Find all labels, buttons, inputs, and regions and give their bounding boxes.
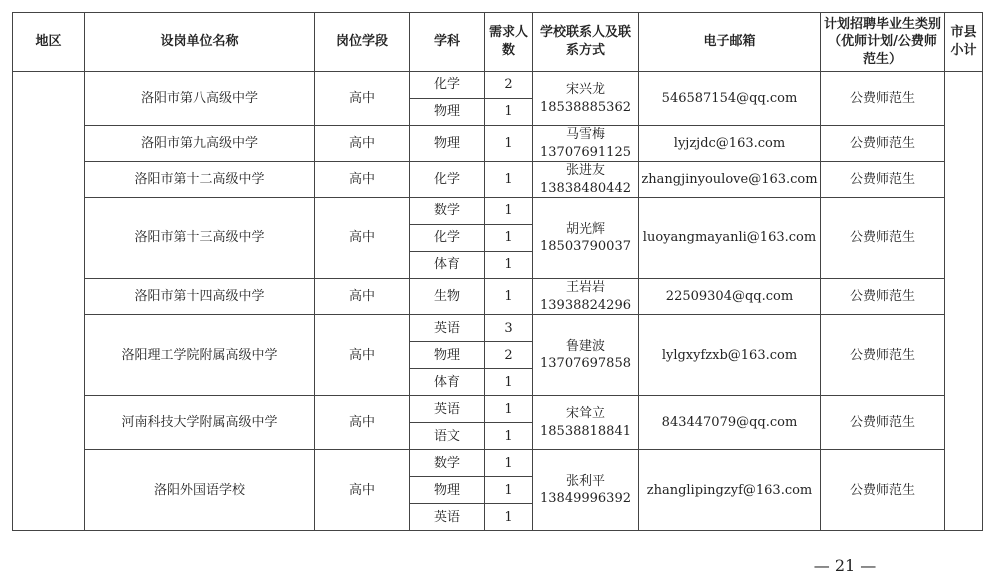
demand-cell: 1 bbox=[485, 279, 533, 315]
contact-name: 王岩岩 bbox=[565, 280, 605, 296]
stage-cell: 高中 bbox=[315, 279, 410, 315]
category-cell: 公费师范生 bbox=[821, 162, 945, 198]
subject-cell: 物理 bbox=[410, 99, 485, 126]
header-contact: 学校联系人及联系方式 bbox=[533, 13, 639, 72]
category-cell: 公费师范生 bbox=[821, 315, 945, 396]
subject-cell: 数学 bbox=[410, 450, 485, 477]
demand-cell: 1 bbox=[485, 477, 533, 504]
email-cell: lylgxyfzxb@163.com bbox=[639, 315, 821, 396]
contact-phone: 13938824296 bbox=[540, 297, 631, 313]
contact-cell bbox=[533, 315, 639, 396]
contact-name: 马雪梅 bbox=[565, 127, 605, 142]
demand-cell: 1 bbox=[485, 126, 533, 162]
category-cell: 公费师范生 bbox=[821, 198, 945, 279]
subject-cell: 语文 bbox=[410, 423, 485, 450]
unit-name-cell: 洛阳市第十三高级中学 bbox=[85, 198, 315, 279]
demand-cell: 1 bbox=[485, 225, 533, 252]
contact-cell bbox=[533, 126, 639, 162]
header-subtotal: 市县小计 bbox=[945, 13, 983, 72]
subject-cell: 物理 bbox=[410, 126, 485, 162]
contact-cell bbox=[533, 279, 639, 315]
region-cell bbox=[13, 72, 85, 531]
subject-cell: 化学 bbox=[410, 72, 485, 99]
contact-name: 宋耸立 bbox=[565, 406, 605, 422]
contact-phone: 13849996392 bbox=[540, 491, 631, 507]
subject-cell: 物理 bbox=[410, 477, 485, 504]
subject-cell: 物理 bbox=[410, 342, 485, 369]
unit-name-cell: 洛阳市第八高级中学 bbox=[85, 72, 315, 126]
contact-phone: 18503790037 bbox=[540, 239, 631, 255]
subtotal-cell bbox=[945, 72, 983, 531]
header-category: 计划招聘毕业生类别（优师计划/公费师范生） bbox=[821, 13, 945, 72]
stage-cell: 高中 bbox=[315, 198, 410, 279]
demand-cell: 1 bbox=[485, 423, 533, 450]
subject-cell: 数学 bbox=[410, 198, 485, 225]
demand-cell: 1 bbox=[485, 450, 533, 477]
table-row bbox=[13, 162, 983, 198]
stage-cell: 高中 bbox=[315, 450, 410, 531]
category-cell: 公费师范生 bbox=[821, 279, 945, 315]
demand-cell: 1 bbox=[485, 369, 533, 396]
subject-cell: 英语 bbox=[410, 315, 485, 342]
stage-cell: 高中 bbox=[315, 162, 410, 198]
email-cell: 843447079@qq.com bbox=[639, 396, 821, 450]
table-body bbox=[13, 72, 983, 531]
contact-name: 张进友 bbox=[565, 163, 605, 179]
header-unit-name: 设岗单位名称 bbox=[85, 13, 315, 72]
stage-cell: 高中 bbox=[315, 72, 410, 126]
category-cell: 公费师范生 bbox=[821, 72, 945, 126]
demand-cell: 3 bbox=[485, 315, 533, 342]
table-row bbox=[13, 279, 983, 315]
demand-cell: 2 bbox=[485, 72, 533, 99]
unit-name-cell: 洛阳市第十二高级中学 bbox=[85, 162, 315, 198]
unit-name-cell: 洛阳外国语学校 bbox=[85, 450, 315, 531]
email-cell: zhangjinyoulove@163.com bbox=[639, 162, 821, 198]
unit-name-cell: 洛阳理工学院附属高级中学 bbox=[85, 315, 315, 396]
contact-cell bbox=[533, 72, 639, 126]
unit-name-cell: 洛阳市第十四高级中学 bbox=[85, 279, 315, 315]
demand-cell: 1 bbox=[485, 504, 533, 531]
email-cell: lyjzjdc@163.com bbox=[639, 126, 821, 162]
table-row bbox=[13, 72, 983, 99]
contact-cell bbox=[533, 396, 639, 450]
demand-cell: 2 bbox=[485, 342, 533, 369]
recruitment-table bbox=[12, 12, 983, 531]
contact-phone: 18538885362 bbox=[540, 99, 631, 115]
email-cell: 22509304@qq.com bbox=[639, 279, 821, 315]
subject-cell: 英语 bbox=[410, 396, 485, 423]
unit-name-cell: 洛阳市第九高级中学 bbox=[85, 126, 315, 162]
demand-cell: 1 bbox=[485, 198, 533, 225]
table-row bbox=[13, 198, 983, 225]
email-cell: 546587154@qq.com bbox=[639, 72, 821, 126]
contact-name: 胡光辉 bbox=[565, 221, 605, 237]
table-row bbox=[13, 396, 983, 423]
contact-name: 张利平 bbox=[565, 473, 605, 489]
subject-cell: 化学 bbox=[410, 162, 485, 198]
contact-phone: 18538818841 bbox=[540, 423, 631, 439]
unit-name-cell: 河南科技大学附属高级中学 bbox=[85, 396, 315, 450]
header-demand: 需求人数 bbox=[485, 13, 533, 72]
subject-cell: 化学 bbox=[410, 225, 485, 252]
contact-cell bbox=[533, 450, 639, 531]
header-stage: 岗位学段 bbox=[315, 13, 410, 72]
demand-cell: 1 bbox=[485, 99, 533, 126]
subject-cell: 英语 bbox=[410, 504, 485, 531]
email-cell: luoyangmayanli@163.com bbox=[639, 198, 821, 279]
category-cell: 公费师范生 bbox=[821, 126, 945, 162]
contact-cell bbox=[533, 198, 639, 279]
subject-cell: 体育 bbox=[410, 252, 485, 279]
contact-name: 鲁建波 bbox=[565, 338, 605, 354]
table-header-row bbox=[13, 13, 983, 72]
stage-cell: 高中 bbox=[315, 396, 410, 450]
stage-cell: 高中 bbox=[315, 126, 410, 162]
table-row bbox=[13, 315, 983, 342]
table-row bbox=[13, 450, 983, 477]
subject-cell: 生物 bbox=[410, 279, 485, 315]
contact-phone: 13707691125 bbox=[540, 144, 631, 160]
contact-phone: 13838480442 bbox=[540, 180, 631, 196]
table-row bbox=[13, 126, 983, 162]
contact-name: 宋兴龙 bbox=[565, 81, 605, 97]
header-subject: 学科 bbox=[410, 13, 485, 72]
contact-cell bbox=[533, 162, 639, 198]
header-region: 地区 bbox=[13, 13, 85, 72]
demand-cell: 1 bbox=[485, 162, 533, 198]
category-cell: 公费师范生 bbox=[821, 450, 945, 531]
contact-phone: 13707697858 bbox=[540, 356, 631, 372]
stage-cell: 高中 bbox=[315, 315, 410, 396]
demand-cell: 1 bbox=[485, 252, 533, 279]
category-cell: 公费师范生 bbox=[821, 396, 945, 450]
email-cell: zhanglipingzyf@163.com bbox=[639, 450, 821, 531]
page-number: — 21 — bbox=[813, 556, 877, 575]
subject-cell: 体育 bbox=[410, 369, 485, 396]
demand-cell: 1 bbox=[485, 396, 533, 423]
header-email: 电子邮箱 bbox=[639, 13, 821, 72]
